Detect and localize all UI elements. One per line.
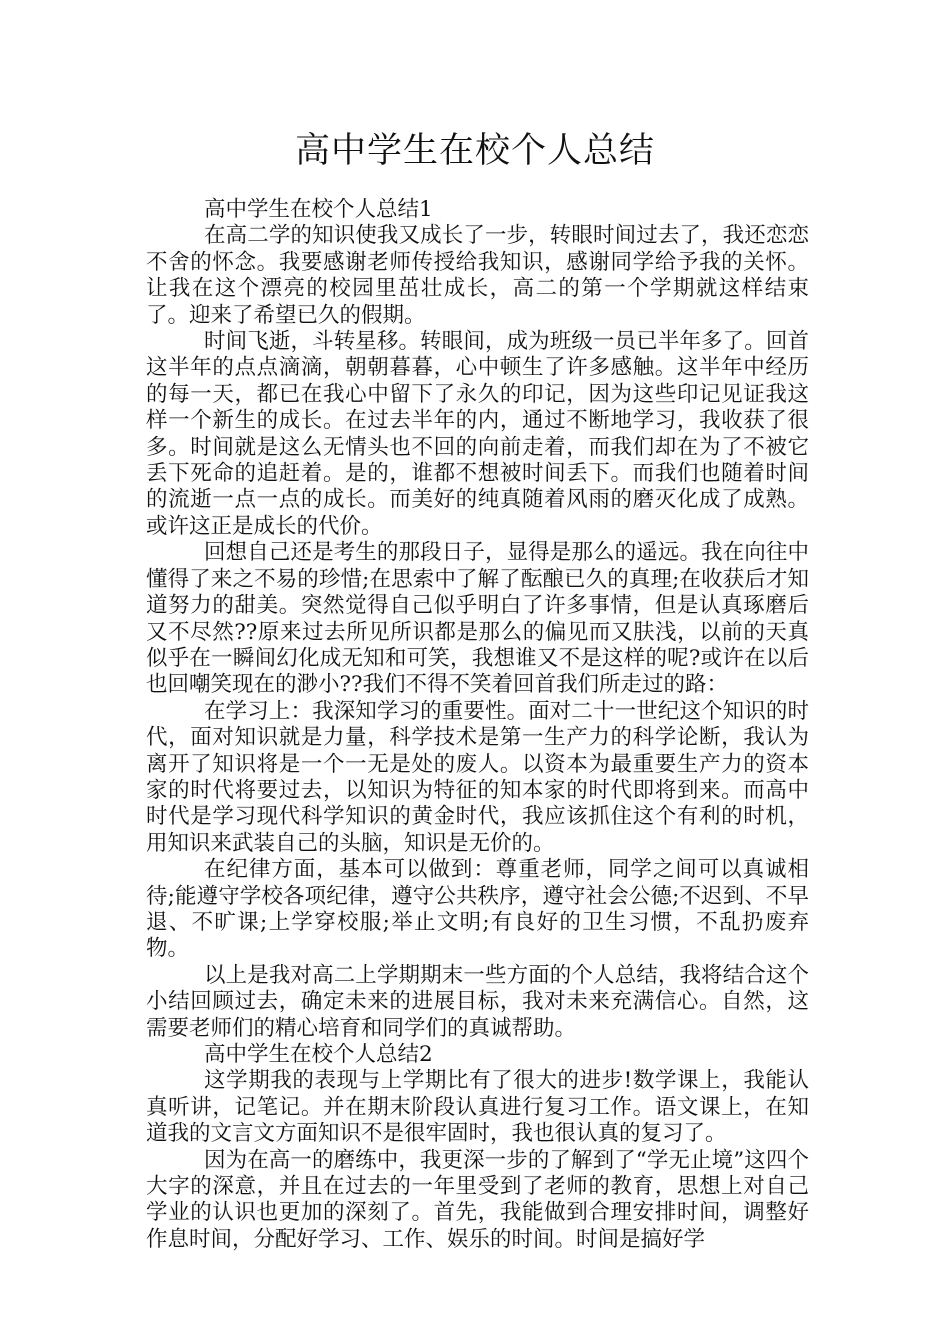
paragraph: 以上是我对高二上学期期末一些方面的个人总结，我将结合这个小结回顾过去，确定未来的进展目标，我对未来充满信心。自然，这需要老师们的精心培育和同学们的真诚帮助。 bbox=[146, 962, 809, 1041]
paragraph: 时间飞逝，斗转星移。转眼间，成为班级一员已半年多了。回首这半年的点点滴滴，朝朝暮暮，心中顿生了许多感触。这半年中经历的每一天，都已在我心中留下了永久的印记，因为这些印记见证我这样一个新生的成长。在过去半年的内，通过不断地学习，我收获了很多。时间就是这么无情头也不回的向前走着，而我们却在为了不被它丢下死命的追赶着。是的，谁都不想被时间丢下。而我们也随着时间的流逝一点一点的成长。而美好的纯真随着风雨的磨灭化成了成熟。或许这正是成长的代价。 bbox=[146, 329, 809, 539]
paragraph: 回想自己还是考生的那段日子，显得是那么的遥远。我在向往中懂得了来之不易的珍惜;在思索中了解了酝酿已久的真理;在收获后才知道努力的甜美。突然觉得自己似乎明白了许多事情，但是认真琢磨后又不尽然??原来过去所见所识都是那么的偏见而又肤浅，以前的天真似乎在一瞬间幻化成无知和可笑，我想谁又不是这样的呢?或许在以后也回嘲笑现在的渺小??我们不得不笑着回首我们所走过的路： bbox=[146, 540, 809, 698]
section-heading-2: 高中学生在校个人总结2 bbox=[204, 1042, 433, 1067]
paragraph: 这学期我的表现与上学期比有了很大的进步!数学课上，我能认真听讲，记笔记。并在期末阶段认真进行复习工作。语文课上，在知道我的文言文方面知识不是很牢固时，我也很认真的复习了。 bbox=[146, 1068, 809, 1147]
section-heading-1: 高中学生在校个人总结1 bbox=[204, 197, 433, 222]
paragraph: 在高二学的知识使我又成长了一步，转眼时间过去了，我还恋恋不舍的怀念。我要感谢老师传授给我知识，感谢同学给予我的关怀。让我在这个漂亮的校园里茁壮成长，高二的第一个学期就这样结束了。迎来了希望已久的假期。 bbox=[146, 223, 809, 328]
document-body bbox=[146, 197, 809, 1253]
document-title: 高中学生在校个人总结 bbox=[294, 131, 655, 171]
paragraph: 在学习上：我深知学习的重要性。面对二十一世纪这个知识的时代，面对知识就是力量，科学技术是第一生产力的科学论断，我认为离开了知识将是一个一无是处的废人。以资本为最重要生产力的资本家的时代将要过去，以知识为特征的知本家的时代即将到来。而高中时代是学习现代科学知识的黄金时代，我应该抓住这个有利的时机，用知识来武装自己的头脑，知识是无价的。 bbox=[146, 698, 809, 856]
paragraph: 在纪律方面，基本可以做到：尊重老师，同学之间可以真诚相待;能遵守学校各项纪律，遵守公共秩序，遵守社会公德;不迟到、不早退、不旷课;上学穿校服;举止文明;有良好的卫生习惯，不乱扔废弃物。 bbox=[146, 857, 809, 962]
paragraph: 因为在高一的磨练中，我更深一步的了解到了“学无止境”这四个大字的深意，并且在过去的一年里受到了老师的教育，思想上对自己学业的认识也更加的深刻了。首先，我能做到合理安排时间，调整好作息时间，分配好学习、工作、娱乐的时间。时间是搞好学 bbox=[146, 1147, 809, 1252]
